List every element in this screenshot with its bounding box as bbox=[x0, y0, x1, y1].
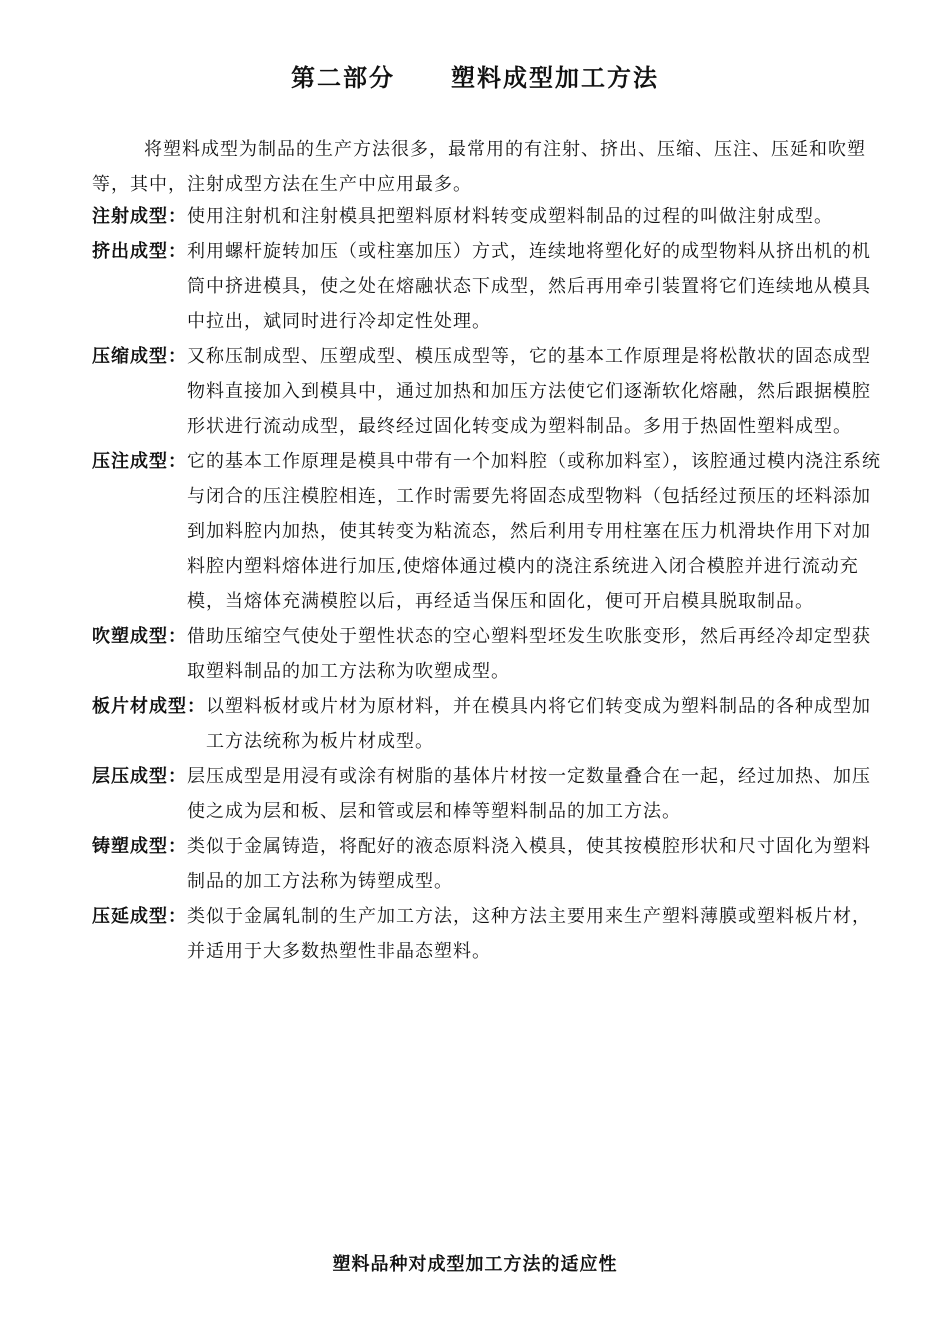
method-entry-transfer bbox=[92, 444, 882, 619]
method-term: 板片材成型： bbox=[92, 696, 206, 717]
method-description: 借助压缩空气使处于塑性状态的空心塑料型坯发生吹胀变形，然后再经冷却定型获取塑料制品的加工方法称为吹塑成型。 bbox=[187, 626, 871, 682]
method-list bbox=[92, 199, 882, 969]
method-entry-extrusion bbox=[92, 234, 882, 339]
method-entry-sheet bbox=[92, 689, 882, 759]
method-term: 压缩成型： bbox=[92, 346, 187, 367]
method-description: 利用螺杆旋转加压（或柱塞加压）方式，连续地将塑化好的成型物料从挤出机的机筒中挤进模具，使之处在熔融状态下成型，然后再用牵引装置将它们连续地从模具中拉出，斌同时进行冷却定性处理。 bbox=[187, 241, 871, 332]
method-entry-injection bbox=[92, 199, 882, 234]
method-description: 层压成型是用浸有或涂有树脂的基体片材按一定数量叠合在一起，经过加热、加压使之成为层和板、层和管或层和棒等塑料制品的加工方法。 bbox=[187, 766, 871, 822]
method-entry-compression bbox=[92, 339, 882, 444]
method-term: 铸塑成型： bbox=[92, 836, 187, 857]
method-term: 层压成型： bbox=[92, 766, 187, 787]
method-entry-blow bbox=[92, 619, 882, 689]
method-term: 压延成型： bbox=[92, 906, 187, 927]
method-term: 压注成型： bbox=[92, 451, 187, 472]
method-term: 吹塑成型： bbox=[92, 626, 187, 647]
page-title bbox=[0, 58, 950, 93]
method-description: 以塑料板材或片材为原材料，并在模具内将它们转变成为塑料制品的各种成型加工方法统称为板片材成型。 bbox=[206, 696, 871, 752]
intro-paragraph: 将塑料成型为制品的生产方法很多，最常用的有注射、挤出、压缩、压注、压延和吹塑等，其中，注射成型方法在生产中应用最多。 bbox=[92, 139, 866, 195]
method-description: 类似于金属轧制的生产加工方法，这种方法主要用来生产塑料薄膜或塑料板片材，并适用于大多数热塑性非晶态塑料。 bbox=[187, 906, 871, 962]
method-term: 挤出成型： bbox=[92, 241, 187, 262]
method-description: 使用注射机和注射模具把塑料原材料转变成塑料制品的过程的叫做注射成型。 bbox=[187, 206, 833, 227]
method-description: 它的基本工作原理是模具中带有一个加料腔（或称加料室），该腔通过模内浇注系统与闭合的压注模腔相连，工作时需要先将固态成型物料（包括经过预压的坯料添加到加料腔内加热，使其转变为粘流态，然后利用专用柱塞在压力机滑块作用下对加料腔内塑料熔体进行加压,使熔体通过模内的浇注系统进入闭合模腔并进行流动充模，当熔体充满模腔以后，再经适当保压和固化，便可开启模具脱取制品。 bbox=[187, 451, 881, 612]
part-label: 第二部分 bbox=[291, 64, 395, 92]
method-entry-calendering bbox=[92, 899, 882, 969]
method-description: 又称压制成型、压塑成型、模压成型等，它的基本工作原理是将松散状的固态成型物料直接加入到模具中，通过加热和加压方法使它们逐渐软化熔融，然后跟据模腔形状进行流动成型，最终经过固化转变成为塑料制品。多用于热固性塑料成型。 bbox=[187, 346, 871, 437]
section-title: 塑料成型加工方法 bbox=[451, 64, 659, 92]
method-term: 注射成型： bbox=[92, 206, 187, 227]
method-description: 类似于金属铸造，将配好的液态原料浇入模具，使其按模腔形状和尺寸固化为塑料制品的加工方法称为铸塑成型。 bbox=[187, 836, 871, 892]
method-entry-laminate bbox=[92, 759, 882, 829]
method-entry-casting bbox=[92, 829, 882, 899]
next-section-title: 塑料品种对成型加工方法的适应性 bbox=[332, 1254, 618, 1275]
